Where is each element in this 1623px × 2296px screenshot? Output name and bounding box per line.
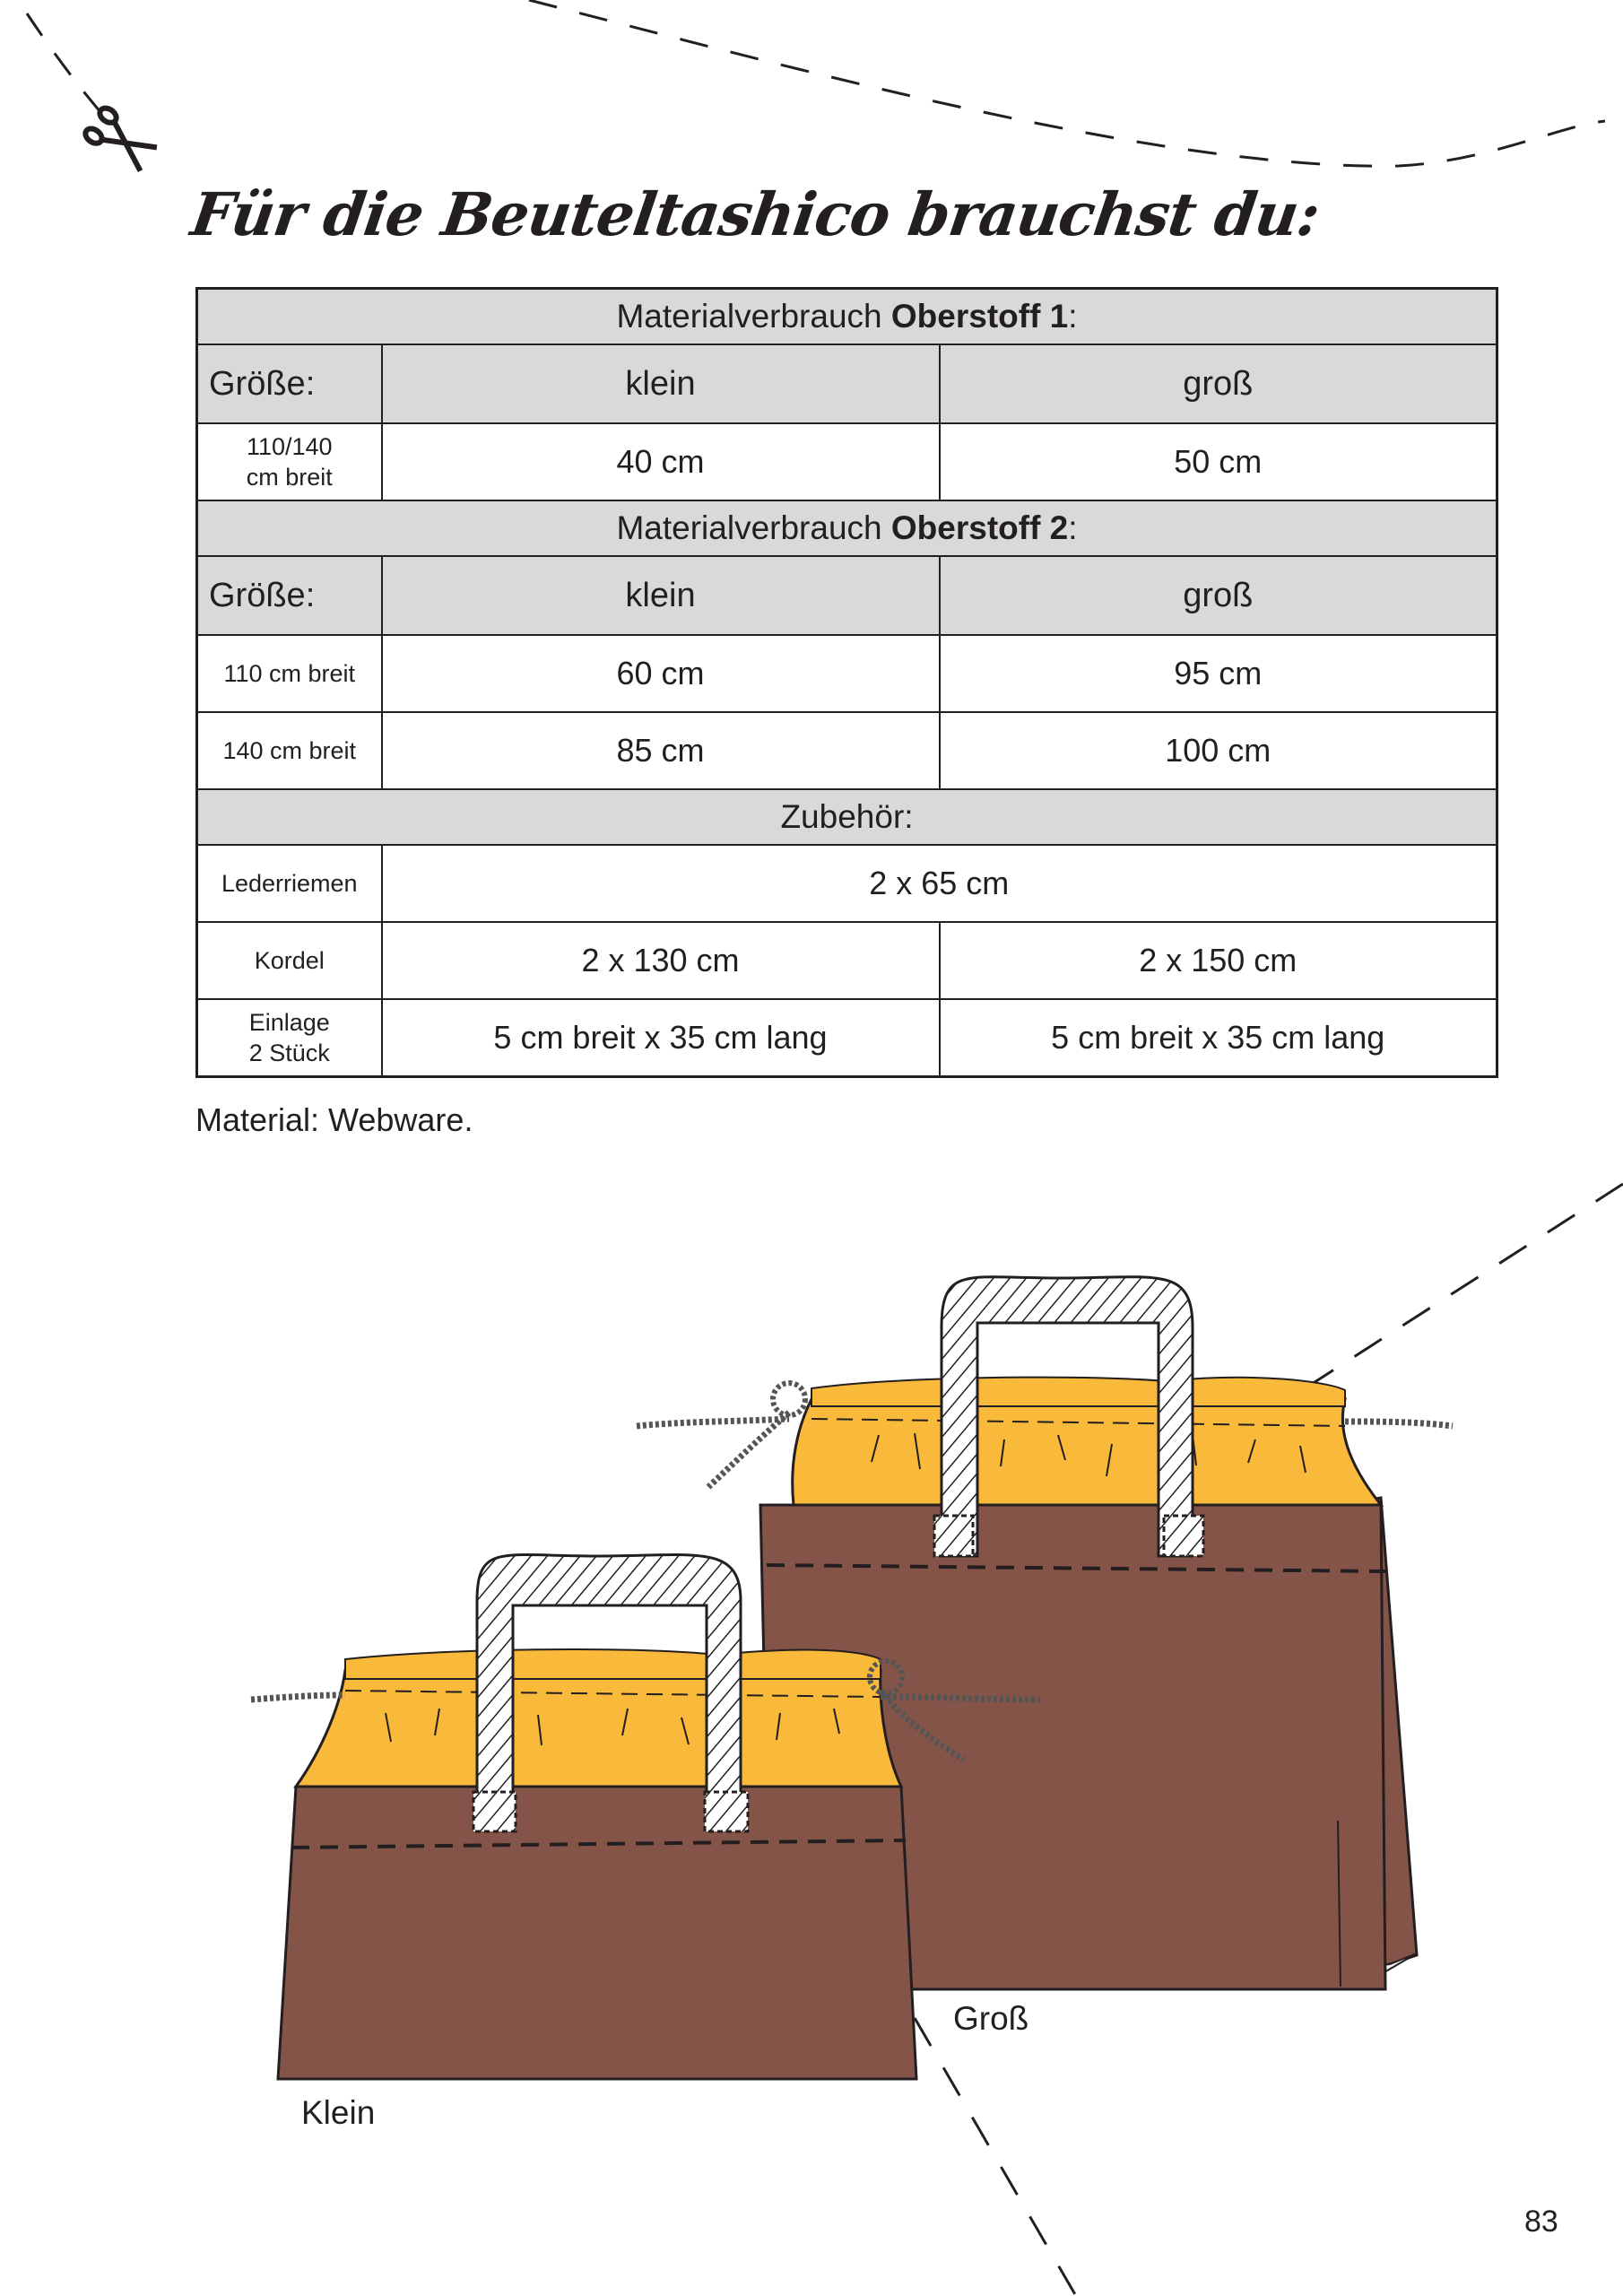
size-label: Größe: (197, 556, 382, 635)
section-zubehoer (197, 789, 1497, 845)
value-small: 2 x 130 cm (382, 922, 940, 999)
size-large-header: groß (940, 556, 1497, 635)
row-label: 110 cm breit (197, 635, 382, 712)
table-row (197, 712, 1497, 789)
cut-line-top-arc (529, 0, 1605, 166)
row-label: 140 cm breit (197, 712, 382, 789)
size-label: Größe: (197, 344, 382, 423)
size-small-header: klein (382, 556, 940, 635)
row-label: Lederriemen (197, 845, 382, 922)
page-title: Für die Beuteltashico brauchst du: (187, 179, 1324, 249)
row-label: 110/140 cm breit (197, 423, 382, 500)
table-row (197, 922, 1497, 999)
cut-line-right (1309, 1184, 1623, 1386)
size-large-header: groß (940, 344, 1497, 423)
table-header-row (197, 344, 1497, 423)
table-row (197, 845, 1497, 922)
cut-line-bottom (915, 2018, 1076, 2296)
value-small: 60 cm (382, 635, 940, 712)
material-note: Material: Webware. (195, 1101, 473, 1138)
section-zubehoer-title: Zubehör: (197, 789, 1497, 845)
value-small: 40 cm (382, 423, 940, 500)
value-large: 50 cm (940, 423, 1497, 500)
table-row (197, 635, 1497, 712)
size-small-header: klein (382, 344, 940, 423)
material-table (195, 287, 1498, 1078)
value-large: 95 cm (940, 635, 1497, 712)
value-small: 85 cm (382, 712, 940, 789)
table-row (197, 423, 1497, 500)
caption-small-bag: Klein (301, 2094, 376, 2131)
value-small: 5 cm breit x 35 cm lang (382, 999, 940, 1077)
value-large: 2 x 150 cm (940, 922, 1497, 999)
table-row (197, 999, 1497, 1077)
page-number: 83 (1524, 2205, 1558, 2239)
row-label: Einlage 2 Stück (197, 999, 382, 1077)
section-oberstoff-1 (197, 289, 1497, 345)
section-oberstoff-2 (197, 500, 1497, 556)
caption-large-bag: Groß (953, 2000, 1029, 2037)
section-oberstoff-2-title: Materialverbrauch Oberstoff 2: (197, 500, 1497, 556)
section-oberstoff-1-title: Materialverbrauch Oberstoff 1: (197, 289, 1497, 345)
row-label: Kordel (197, 922, 382, 999)
value-both: 2 x 65 cm (382, 845, 1497, 922)
scissors-icon (82, 105, 160, 174)
table-header-row (197, 556, 1497, 635)
value-large: 100 cm (940, 712, 1497, 789)
value-large: 5 cm breit x 35 cm lang (940, 999, 1497, 1077)
